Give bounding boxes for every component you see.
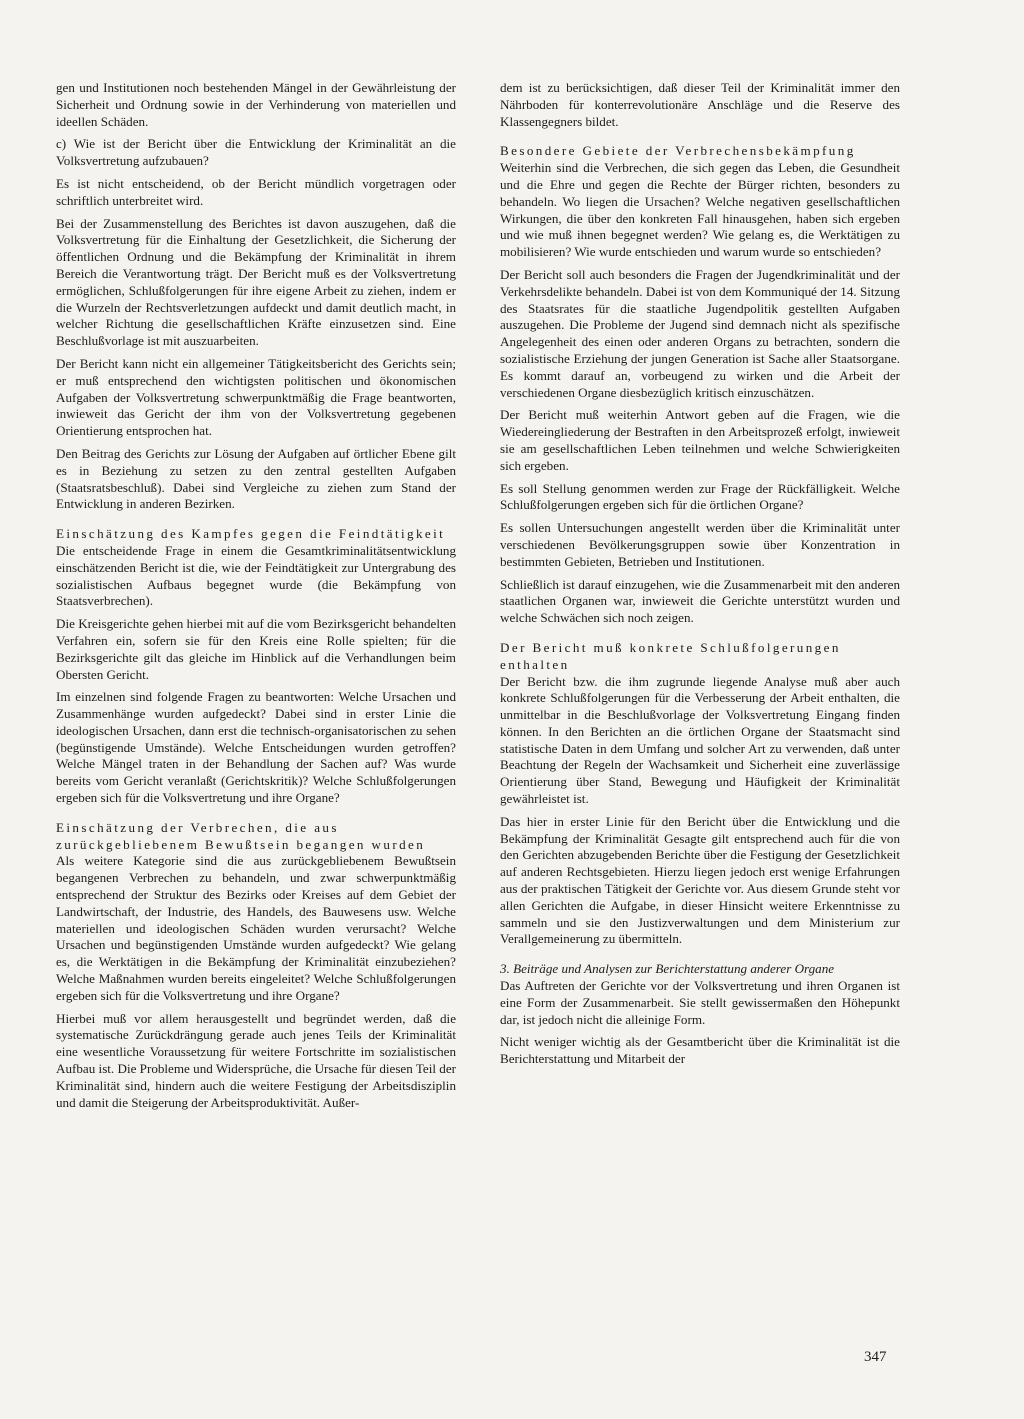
- section-heading: Einschätzung der Verbrechen, die aus zurückgebliebenem Bewußtsein begangen wurden: [56, 819, 426, 852]
- section-heading: Einschätzung des Kampfes gegen die Feindtätigkeit: [56, 526, 446, 542]
- paragraph: Hierbei muß vor allem herausgestellt und begründet werden, daß die systematische Zurückdrängung gerade auch jenes Teils der Kriminalität eine wesentliche Voraussetzung für weitere Fortschritte im sozialistischen Aufbau ist. Die Probleme und Widersprüche, die Ursache für diesen Teil der Kriminalität sind, hindern auch die weitere Festigung der Arbeitsdisziplin und damit die Steigerung der Arbeitsproduktivität. Außer-: [56, 1010, 456, 1110]
- page-number: 347: [864, 1349, 887, 1365]
- paragraph: Als weitere Kategorie sind die aus zurückgebliebenem Bewußtsein begangenen Verbrechen zu behandeln, und zwar schwerpunktmäßig entsprechend der Struktur des Bezirks oder Kreises auf dem Gebiet der Landwirtschaft, der Industrie, des Handels, des Bauwesens usw. Welche materiellen und ideologischen Schäden wurden verursacht? Welche Ursachen und begünstigenden Umstände wurden aufgedeckt? Wie gelang es, die Werktätigen in die Bekämpfung der Kriminalität einzubeziehen? Welche Maßnahmen wurden bereits eingeleitet? Welche Schlußfolgerungen ergeben sich für die Volksvertretung und ihre Organe?: [56, 853, 456, 1003]
- left-column: [56, 80, 456, 1117]
- paragraph: Der Bericht kann nicht ein allgemeiner Tätigkeitsbericht des Gerichts sein; er muß entsprechend den wichtigsten politischen und ökonomischen Aufgaben der Volksvertretung schwerpunktmäßig die Frage beantworten, inwieweit das Gericht der ihm von der Volksvertretung gegebenen Orientierung entsprochen hat.: [56, 355, 456, 439]
- paragraph: gen und Institutionen noch bestehenden Mängel in der Gewährleistung der Sicherheit und Ordnung sowie in der Verhinderung von materiellen und ideellen Schäden.: [56, 80, 456, 129]
- section-heading: 3. Beiträge und Analysen zur Berichterstattung anderer Organe: [500, 961, 835, 977]
- paragraph: Den Beitrag des Gerichts zur Lösung der Aufgaben auf örtlicher Ebene gilt es in Beziehung zu setzen zu den zentral gestellten Aufgaben (Staatsratsbeschluß). Dabei sind Vergleiche zu ziehen zum Stand der Entwicklung in anderen Bezirken.: [56, 445, 456, 512]
- paragraph: c) Wie ist der Bericht über die Entwicklung der Kriminalität an die Volksvertretung aufzubauen?: [56, 136, 456, 169]
- right-column: [500, 80, 900, 1074]
- paragraph: Der Bericht soll auch besonders die Fragen der Jugendkriminalität und der Verkehrsdelikte behandeln. Dabei ist von dem Kommuniqué der 14. Sitzung des Staatsrates für die staatliche Jugendpolitik gestellten Aufgaben auszugehen. Die Probleme der Jugend sind demnach nicht als spezifische Angelegenheit des einen oder anderen Organs zu betrachten, sondern die sozialistische Erziehung der jungen Generation ist Sache aller Staatsorgane. Es kommt darauf an, vorbeugend zu wirken und die Arbeit der verschiedenen Organe diesbezüglich kritisch einzuschätzen.: [500, 266, 900, 400]
- paragraph: Es ist nicht entscheidend, ob der Bericht mündlich vorgetragen oder schriftlich unterbreitet wird.: [56, 175, 456, 208]
- paragraph: Schließlich ist darauf einzugehen, wie die Zusammenarbeit mit den anderen staatlichen Organen war, inwieweit die Gerichte unterstützt wurden und welche Schwächen sich noch zeigen.: [500, 576, 900, 626]
- section-heading: Besondere Gebiete der Verbrechensbekämpfung: [500, 143, 856, 159]
- paragraph: Weiterhin sind die Verbrechen, die sich gegen das Leben, die Gesundheit und die Ehre und gegen die Rechte der Bürger richten, besonders zu behandeln. Wo liegen die Ursachen? Welche negativen gesellschaftlichen Wirkungen, die über den konkreten Fall hinausgehen, haben sich ergeben und wie muß ihnen begegnet werden? Wie gelang es, die Werktätigen zu mobilisieren? Wie wurde entschieden und warum wurde so entschieden?: [500, 160, 900, 260]
- paragraph: Im einzelnen sind folgende Fragen zu beantworten: Welche Ursachen und Zusammenhänge wurden aufgedeckt? Dabei sind in erster Linie die ideologischen Ursachen, dann erst die technisch-organisatorischen zu sehen (begünstigende Umstände). Welche Entscheidungen wurden getroffen? Welche Mängel traten in der Behandlung der Sachen auf? Was wurde bereits vom Gericht veranlaßt (Gerichtskritik)? Welche Schlußfolgerungen ergeben sich für die Volksvertretung und ihre Organe?: [56, 689, 456, 806]
- paragraph: dem ist zu berücksichtigen, daß dieser Teil der Kriminalität immer den Nährboden für konterrevolutionäre Anschläge und die Reserve des Klassengegners bildet.: [500, 80, 900, 129]
- paragraph: Die Kreisgerichte gehen hierbei mit auf die vom Bezirksgericht behandelten Verfahren ein, sofern sie für den Kreis eine Rolle spielten; für die Bezirksgerichte gilt das gleiche im Hinblick auf die Verhandlungen beim Obersten Gericht.: [56, 616, 456, 682]
- paragraph: Die entscheidende Frage in einem die Gesamtkriminalitätsentwicklung einschätzenden Bericht ist die, wie der Feindtätigkeit zur Untergrabung des sozialistischen Aufbaus begegnet wurde (die Bekämpfung von Staatsverbrechen).: [56, 542, 456, 609]
- paragraph: Es sollen Untersuchungen angestellt werden über die Kriminalität unter verschiedenen Bevölkerungsgruppen sowie über Konzentration in bestimmten Gebieten, Betrieben und Institutionen.: [500, 520, 900, 569]
- paragraph: Das Auftreten der Gerichte vor der Volksvertretung und ihren Organen ist eine Form der Zusammenarbeit. Sie stellt gewissermaßen den Höhepunkt dar, ist jedoch nicht die alleinige Form.: [500, 978, 900, 1027]
- paragraph: Der Bericht bzw. die ihm zugrunde liegende Analyse muß aber auch konkrete Schlußfolgerungen für die Verbesserung der Arbeit enthalten, die unmittelbar in die Beschlußvorlage der Volksvertretung Eingang finden können. In den Berichten an die örtlichen Organe der Staatsmacht sind statistische Daten in dem Umfang und solcher Art zu verwenden, daß unter Beachtung der Regeln der Wachsamkeit und Sicherheit eine zuverlässige Orientierung über Stand, Bewegung und Häufigkeit der Kriminalität gewährleistet ist.: [500, 673, 900, 807]
- section-heading: Der Bericht muß konkrete Schlußfolgerungen enthalten: [500, 639, 841, 672]
- paragraph: Es soll Stellung genommen werden zur Frage der Rückfälligkeit. Welche Schlußfolgerungen ergeben sich für die örtlichen Organe?: [500, 480, 900, 513]
- paragraph: Nicht weniger wichtig als der Gesamtbericht über die Kriminalität ist die Berichterstattung und Mitarbeit der: [500, 1034, 900, 1067]
- paragraph: Der Bericht muß weiterhin Antwort geben auf die Fragen, wie die Wiedereingliederung der Bestraften in den Arbeitsprozeß erfolgt, inwieweit sie am gesellschaftlichen Leben teilnehmen und welche Schwierigkeiten sich ergeben.: [500, 407, 900, 473]
- paragraph: Das hier in erster Linie für den Bericht über die Entwicklung und die Bekämpfung der Kriminalität Gesagte gilt entsprechend auch für die von den Gerichten abzugebenden Berichte über die Festigung der Gesetzlichkeit auf anderen Rechtsgebieten. Hierzu liegen jedoch erst wenige Erfahrungen aus der praktischen Tätigkeit der Gerichte vor. Aus diesem Grunde steht vor allen Gerichten die Aufgabe, in dieser Hinsicht weitere Erkenntnisse zu sammeln und sie den Justizverwaltungen und dem Ministerium zur Verallgemeinerung zu übermitteln.: [500, 813, 900, 947]
- paragraph: Bei der Zusammenstellung des Berichtes ist davon auszugehen, daß die Volksvertretung für die Einhaltung der Gesetzlichkeit, die Sicherung der öffentlichen Ordnung und die Bekämpfung der Kriminalität in ihrem Bereich die Verantwortung trägt. Der Bericht muß es der Volksvertretung ermöglichen, Schlußfolgerungen für ihre eigene Arbeit zu ziehen, indem er die Wurzeln der Rechtsverletzungen aufdeckt und damit deutlich macht, in welcher Richtung die gesellschaftlichen Kräfte einzusetzen sind. Eine Beschlußvorlage ist mit auszuarbeiten.: [56, 215, 456, 349]
